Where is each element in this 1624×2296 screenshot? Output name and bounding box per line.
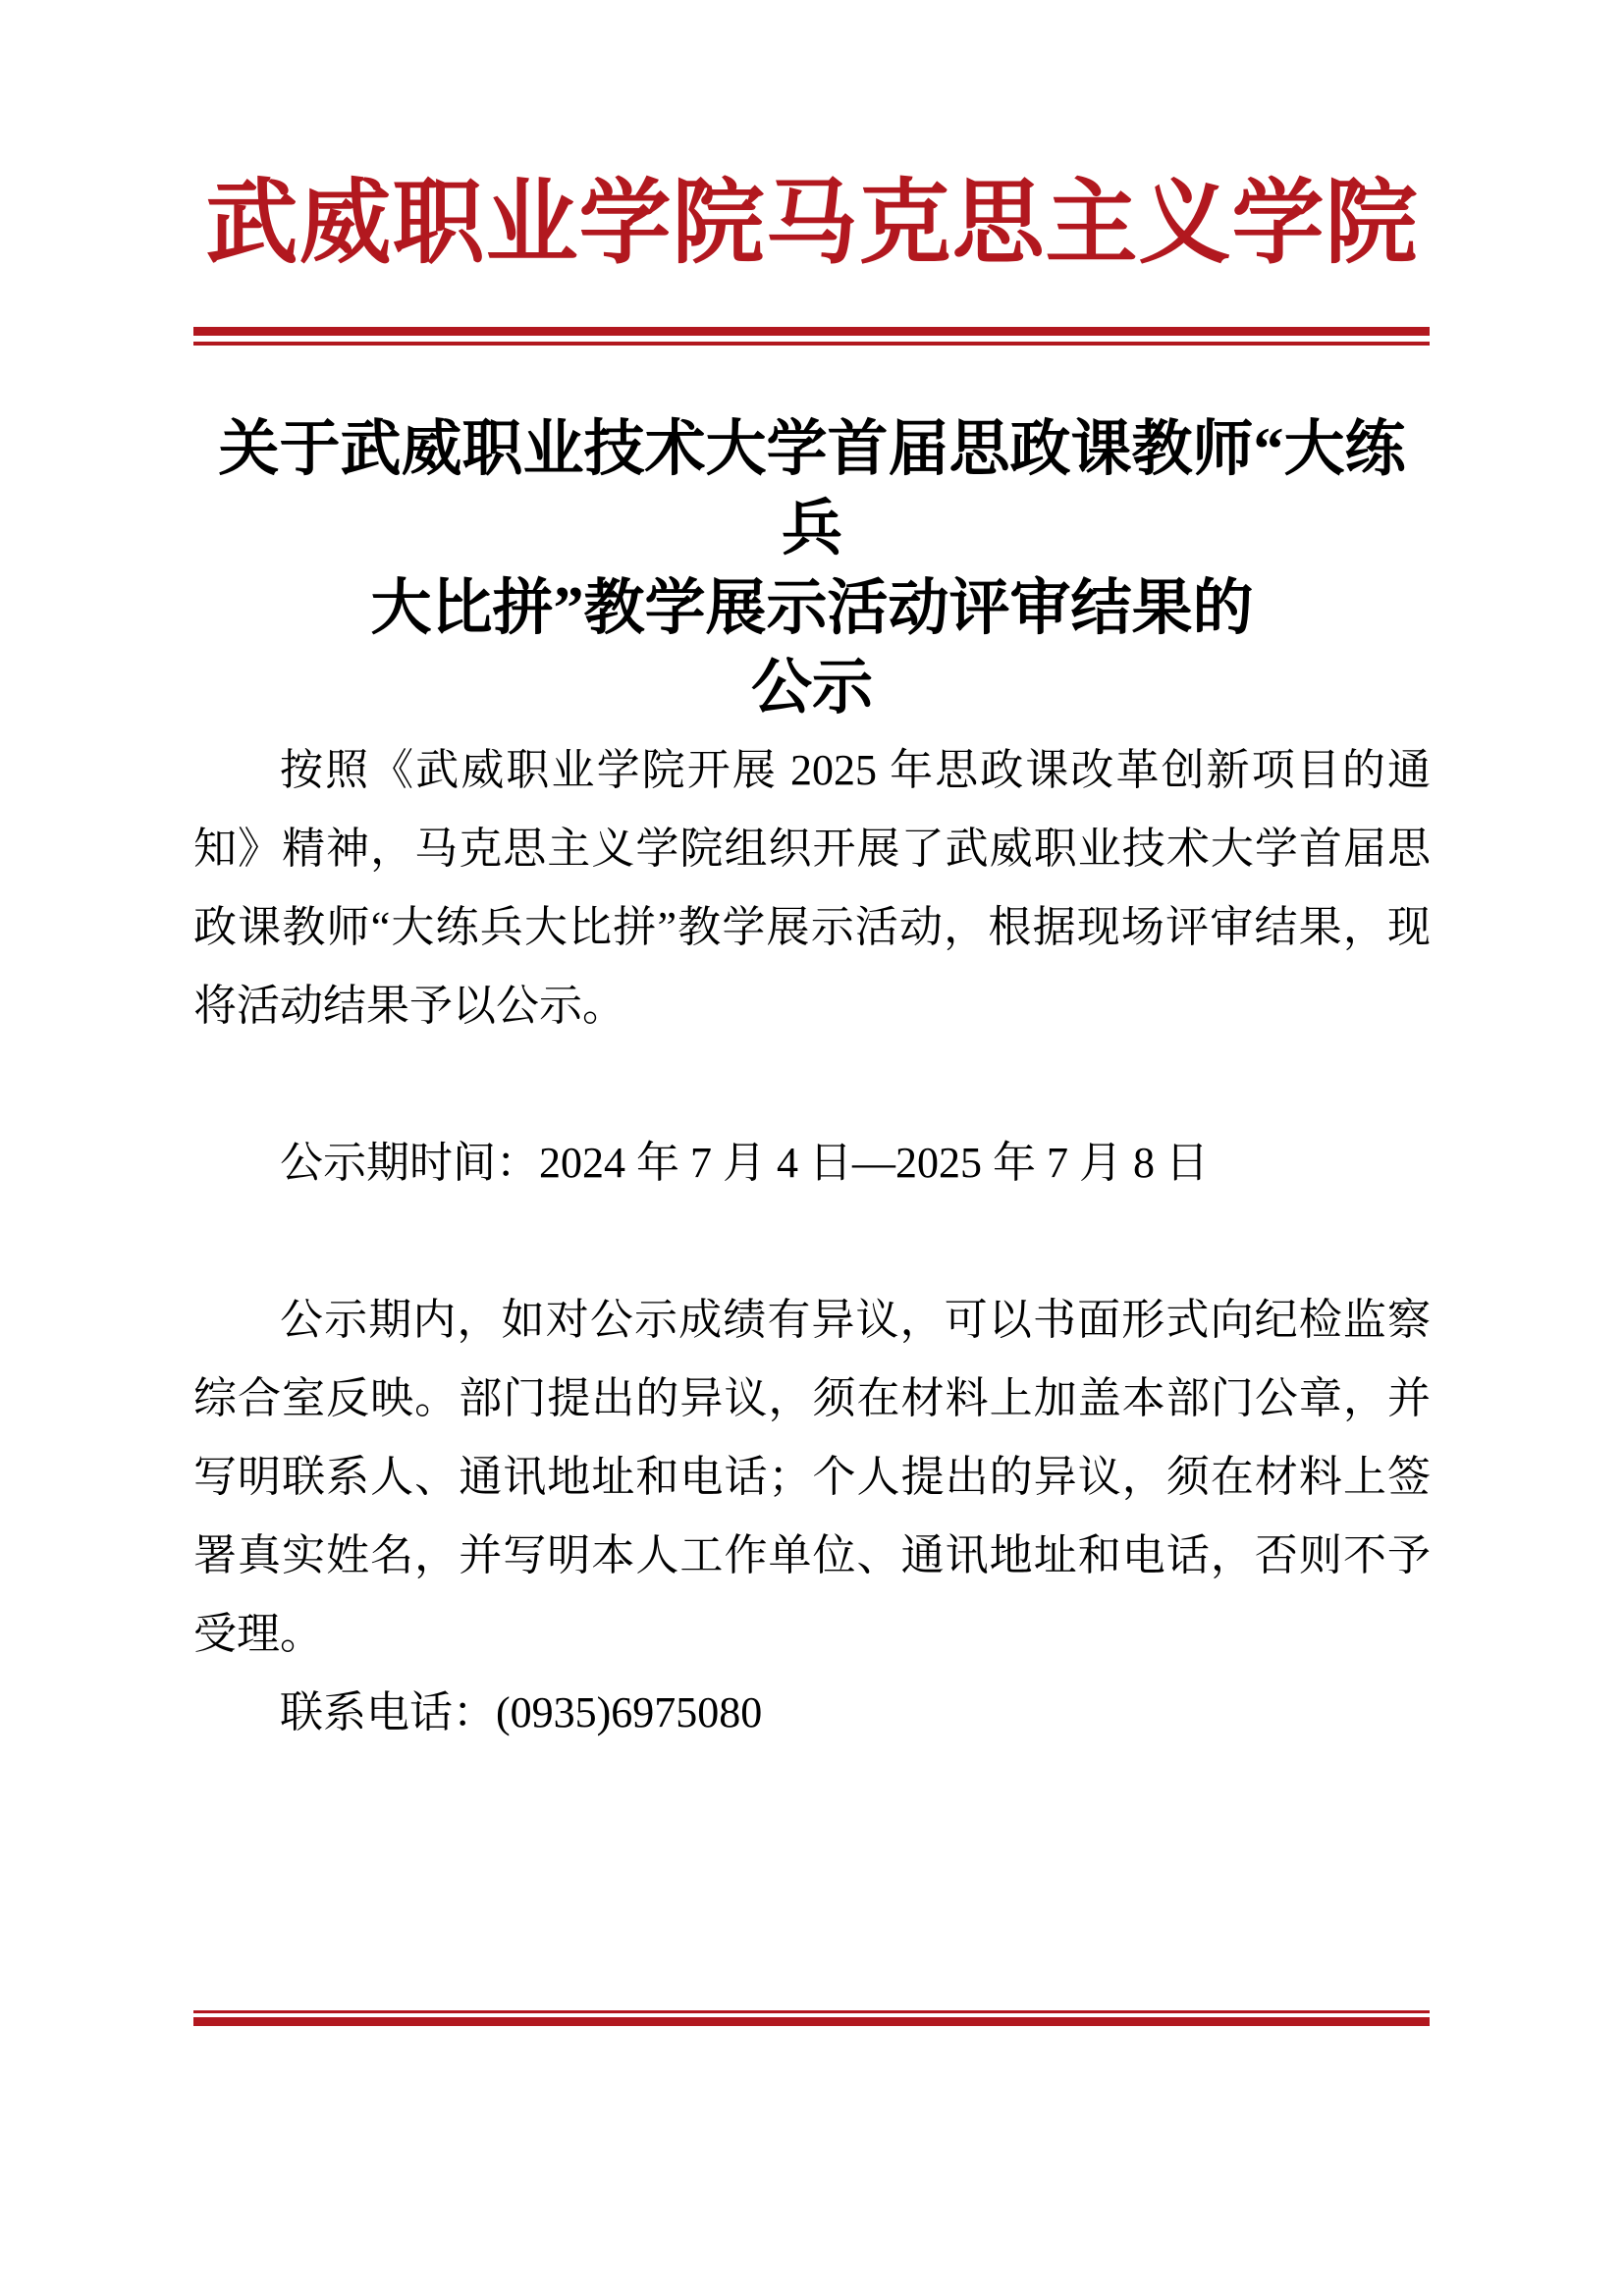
letterhead-divider-top <box>193 327 1430 346</box>
document-title-line-3: 公示 <box>750 655 873 721</box>
document-title-line-2: 大比拼”教学展示活动评审结果的 <box>370 575 1254 642</box>
paragraph-publicity-period: 公示期时间：2024 年 7 月 4 日—2025 年 7 月 8 日 <box>280 1139 1209 1187</box>
paragraph-objection-procedure: 公示期内，如对公示成绩有异议，可以书面形式向纪检监察综合室反映。部门提出的异议，须在材料上加盖本部门公章，并写明联系人、通讯地址和电话；个人提出的异议，须在材料上签署真实姓名，并写明本人工作单位、通讯地址和电话，否则不予受理。 <box>193 1296 1431 1658</box>
footer-divider-bottom <box>193 2010 1430 2026</box>
document-body <box>193 731 1431 1752</box>
document-title-line-1: 关于武威职业技术大学首届思政课教师“大练兵 <box>218 416 1406 562</box>
paragraph-intro: 按照《武威职业学院开展 2025 年思政课改革创新项目的通知》精神，马克思主义学院组织开展了武威职业技术大学首届思政课教师“大练兵大比拼”教学展示活动，根据现场评审结果，现将活动结果予以公示。 <box>193 746 1431 1030</box>
letterhead-title: 武威职业学院马克思主义学院 <box>205 173 1419 275</box>
document-title <box>193 410 1431 728</box>
paragraph-contact-phone: 联系电话：(0935)6975080 <box>280 1688 763 1736</box>
